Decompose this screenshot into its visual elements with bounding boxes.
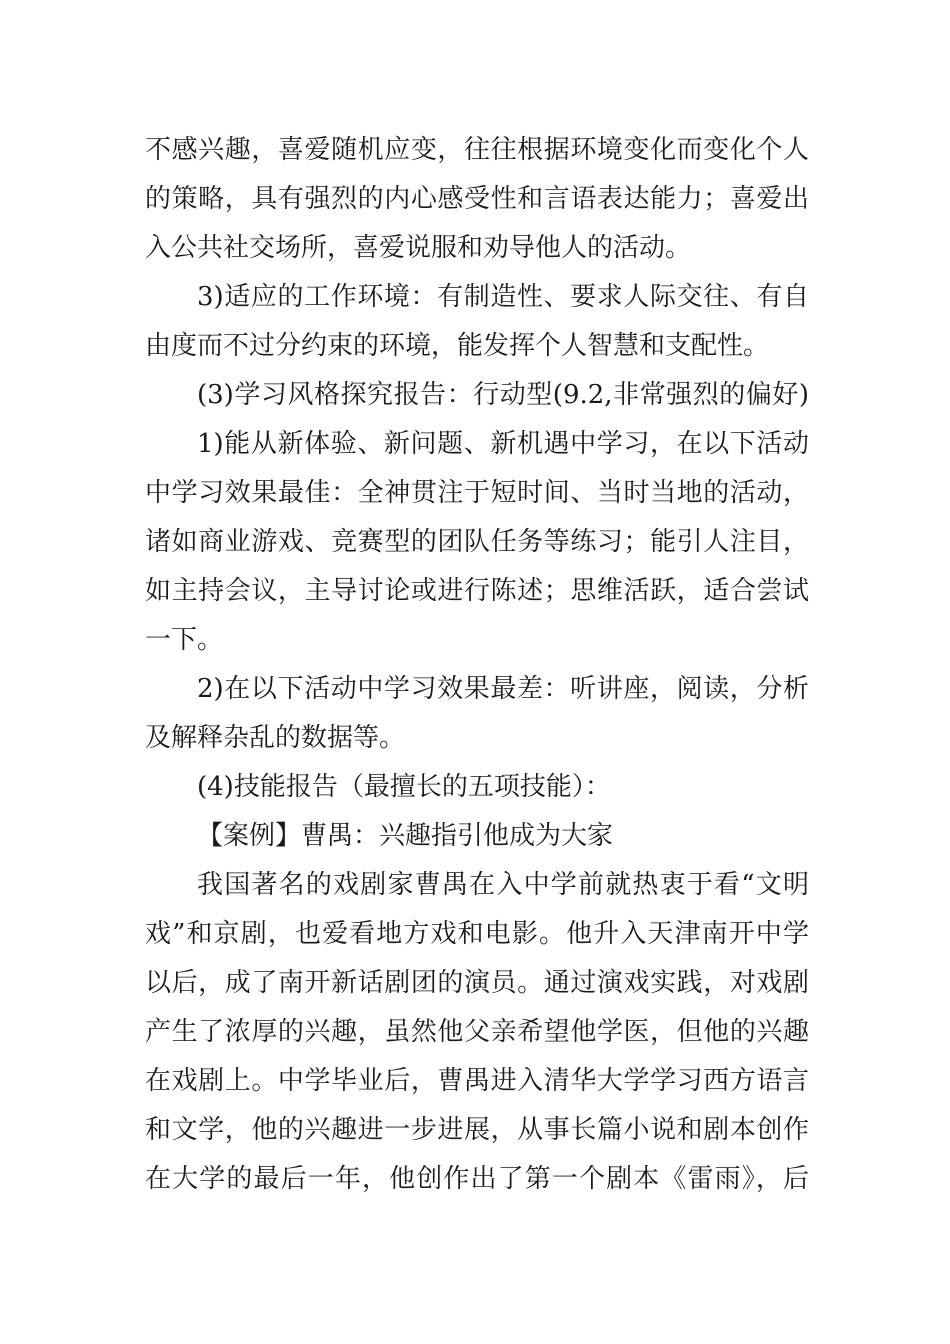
text-line: (4)技能报告（最擅长的五项技能）： [197,772,611,802]
text-line: 中学习效果最佳：全神贯注于短时间、当时当地的活动， [145,478,809,508]
text-line: 和文学，他的兴趣进一步进展，从事长篇小说和剧本创作 [145,1115,809,1145]
text-line: 如主持会议，主导讨论或进行陈述；思维活跃，适合尝试 [145,576,809,606]
text-line: 【案例】曹禺：兴趣指引他成为大家 [197,821,614,851]
text-line: 3)适应的工作环境：有制造性、要求人际交往、有自 [197,282,809,312]
text-line: 在戏剧上。中学毕业后，曹禺进入清华大学学习西方语言 [145,1066,809,1096]
document-page [145,126,809,1204]
text-line: (3)学习风格探究报告：行动型(9.2,非常强烈的偏好) [197,380,809,410]
text-line: 由度而不过分约束的环境，能发挥个人智慧和支配性。 [145,331,770,361]
text-line: 及解释杂乱的数据等。 [145,723,406,753]
text-line: 在大学的最后一年，他创作出了第一个剧本《雷雨》，后 [145,1164,809,1194]
text-line: 产生了浓厚的兴趣，虽然他父亲希望他学医，但他的兴趣 [145,1017,809,1047]
text-line: 入公共社交场所，喜爱说服和劝导他人的活动。 [145,233,692,263]
text-line: 一下。 [145,625,224,655]
text-line: 的策略，具有强烈的内心感受性和言语表达能力；喜爱出 [145,184,809,214]
text-line: 2)在以下活动中学习效果最差：听讲座，阅读，分析 [197,674,809,704]
text-line: 以后，成了南开新话剧团的演员。通过演戏实践，对戏剧 [145,968,809,998]
text-line: 戏”和京剧，也爱看地方戏和电影。他升入天津南开中学 [145,919,809,949]
text-line: 我国著名的戏剧家曹禺在入中学前就热衷于看“文明 [197,870,809,900]
text-line: 不感兴趣，喜爱随机应变，往往根据环境变化而变化个人 [145,135,809,165]
text-line: 1)能从新体验、新问题、新机遇中学习，在以下活动 [197,429,809,459]
text-line: 诸如商业游戏、竞赛型的团队任务等练习；能引人注目， [145,527,809,557]
